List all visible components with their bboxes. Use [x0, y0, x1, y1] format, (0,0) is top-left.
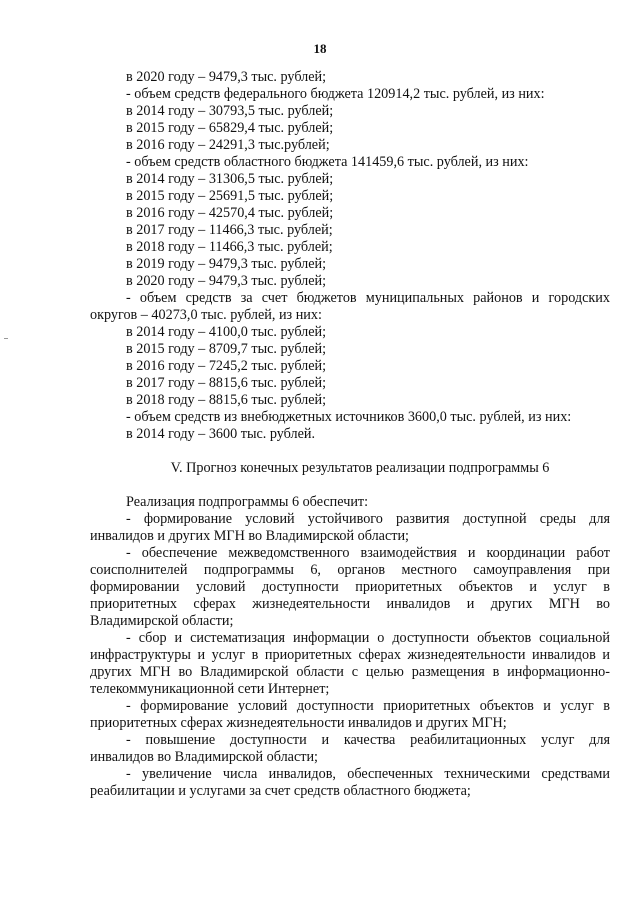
funding-line: в 2015 году – 65829,4 тыс. рублей;: [126, 120, 334, 136]
result-item-line: инфраструктуры и услуг в приоритетных сферах жизнедеятельности инвалидов и: [90, 647, 610, 663]
funding-line: - объем средств федерального бюджета 120914,2 тыс. рублей, из них:: [126, 86, 545, 102]
result-item-line: - повышение доступности и качества реабилитационных услуг для: [126, 732, 610, 748]
funding-line: в 2014 году – 3600 тыс. рублей.: [126, 426, 316, 442]
funding-line: в 2014 году – 4100,0 тыс. рублей;: [126, 324, 327, 340]
municipal-funding-line: округов – 40273,0 тыс. рублей, из них:: [90, 307, 322, 323]
funding-line: в 2016 году – 24291,3 тыс.рублей;: [126, 137, 330, 153]
result-item-line: - обеспечение межведомственного взаимодействия и координации работ: [126, 545, 610, 561]
funding-line: в 2017 году – 11466,3 тыс. рублей;: [126, 222, 333, 238]
funding-line: - объем средств из внебюджетных источников 3600,0 тыс. рублей, из них:: [126, 409, 572, 425]
result-item-line: приоритетных сферах жизнедеятельности инвалидов и других МГН;: [90, 715, 507, 731]
funding-line: в 2020 году – 9479,3 тыс. рублей;: [126, 273, 327, 289]
funding-line: в 2020 году – 9479,3 тыс. рублей;: [126, 69, 327, 85]
funding-line: в 2016 году – 42570,4 тыс. рублей;: [126, 205, 334, 221]
result-item-line: - сбор и систематизация информации о доступности объектов социальной: [126, 630, 610, 646]
result-item-line: инвалидов во Владимирской области;: [90, 749, 318, 765]
funding-line: в 2019 году – 9479,3 тыс. рублей;: [126, 256, 327, 272]
result-item-line: других МГН во Владимирской области с целью размещения в информационно-: [90, 664, 610, 680]
result-item-line: телекоммуникационной сети Интернет;: [90, 681, 330, 697]
funding-line: - объем средств областного бюджета 141459,6 тыс. рублей, из них:: [126, 154, 529, 170]
result-item-line: соисполнителей подпрограммы 6, органов местного самоуправления при: [90, 562, 610, 578]
page-number: 18: [313, 41, 327, 56]
document-body: [90, 69, 610, 800]
funding-line: в 2018 году – 8815,6 тыс. рублей;: [126, 392, 327, 408]
result-item-line: приоритетных сферах жизнедеятельности инвалидов и других МГН во: [90, 596, 610, 612]
section-heading: V. Прогноз конечных результатов реализации подпрограммы 6: [170, 460, 550, 476]
result-item-line: реабилитации и услугами за счет средств областного бюджета;: [90, 783, 471, 799]
intro-line: Реализация подпрограммы 6 обеспечит:: [126, 494, 369, 510]
result-item-line: - увеличение числа инвалидов, обеспеченных техническими средствами: [126, 766, 610, 782]
result-item-line: формировании условий доступности приоритетных объектов и услуг в: [90, 579, 610, 595]
municipal-funding-line: - объем средств за счет бюджетов муниципальных районов и городских: [126, 290, 610, 306]
funding-line: в 2014 году – 30793,5 тыс. рублей;: [126, 103, 334, 119]
funding-line: в 2016 году – 7245,2 тыс. рублей;: [126, 358, 327, 374]
funding-line: в 2017 году – 8815,6 тыс. рублей;: [126, 375, 327, 391]
funding-line: в 2015 году – 8709,7 тыс. рублей;: [126, 341, 327, 357]
funding-line: в 2014 году – 31306,5 тыс. рублей;: [126, 171, 334, 187]
funding-line: в 2018 году – 11466,3 тыс. рублей;: [126, 239, 333, 255]
margin-mark: [4, 338, 8, 339]
result-item-line: Владимирской области;: [90, 613, 234, 629]
result-item-line: - формирование условий устойчивого развития доступной среды для: [126, 511, 610, 527]
funding-line: в 2015 году – 25691,5 тыс. рублей;: [126, 188, 334, 204]
result-item-line: инвалидов и других МГН во Владимирской области;: [90, 528, 409, 544]
result-item-line: - формирование условий доступности приоритетных объектов и услуг в: [126, 698, 610, 714]
